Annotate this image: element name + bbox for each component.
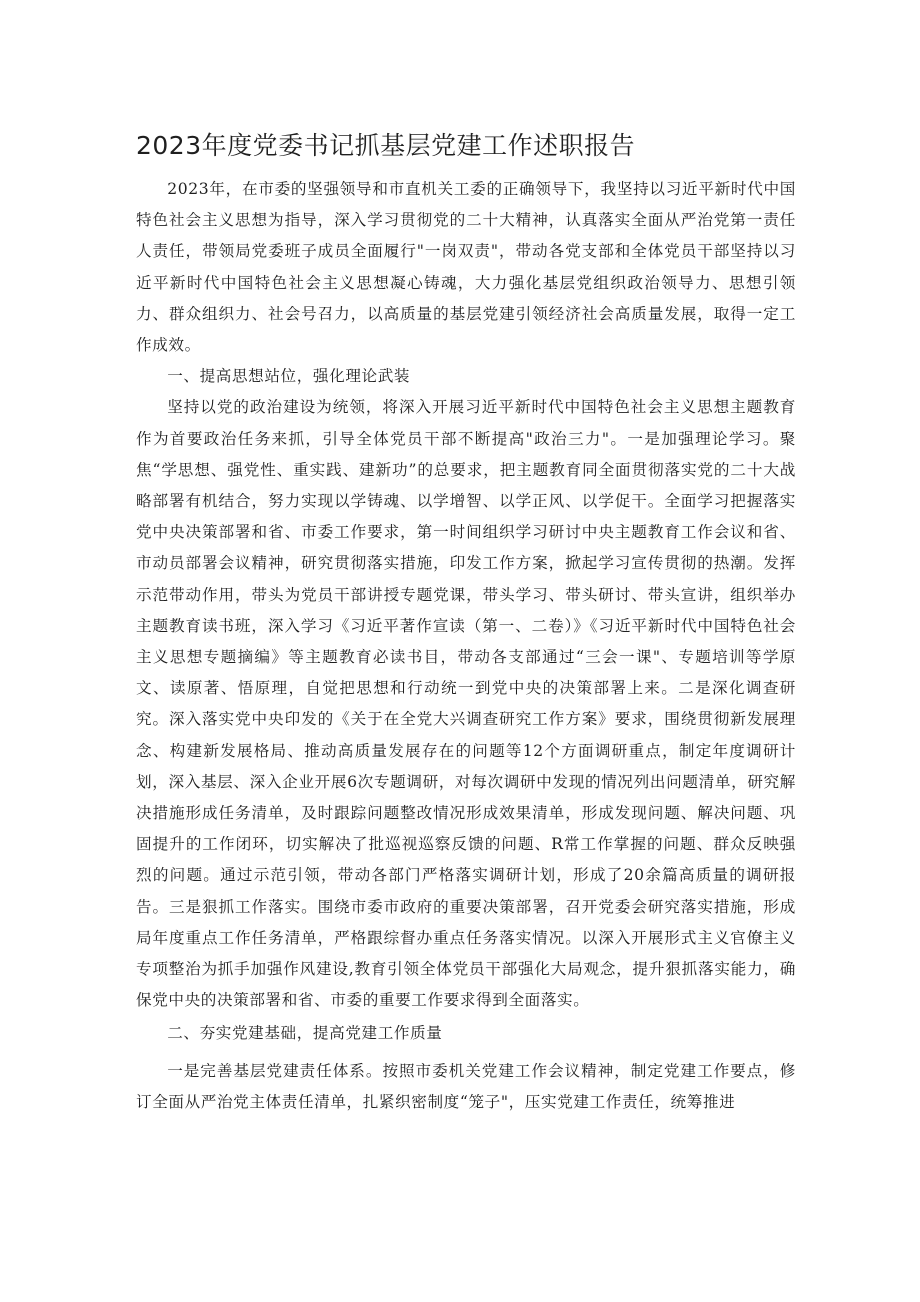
document-title: 2023年度党委书记抓基层党建工作述职报告 [136,131,636,160]
section-2-heading: 二、夯实党建基础，提高党建工作质量 [167,1024,443,1043]
section-2-paragraph [136,1056,796,1118]
section-1-text-b: 聚焦“学思想、强党性、重实践、建新功”的总要求，把主题教育同全面贯彻落实党的二十大战略部署有机结合，努力实现以学铸魂、以学增智、以学正风、以学促干。全面学习把握落实党中央决策部署和省、市委工作要求，第一时间组织学习研讨中央主题教育工作会议和省、市动员部署会议精神，研究贯彻落实措施，印发工作方案，掀起学习宣传贯彻的热潮。发挥示范带动作用，带头为党员干部讲授专题党课，带头学习、带头研讨、带头宣讲，组织举办主题教育读书班，深入学习《习近平著作宣读（第一、二卷）》《习近平新时代中国特色社会主义思想专题摘编》等主题教育必读书目，带动各支部通过“三会一课"、专题培训等学原文、读原著、悟原理，自觉把思想和行动统一到党中央的决策部署上来。 [136,429,796,698]
section-1-text-d: 围绕市委市政府的重要决策部署，召开党委会研究落实措施，形成局年度重点工作任务清单，严格跟综督办重点任务落实情况。以深入开展形式主义官僚主义专项整治为抓手加强作风建设,教育引领全体党员干部强化大局观念，提升狠抓落实能力，确保党中央的决策部署和省、市委的重要工作要求得到全面落实。 [136,897,796,1010]
section-1-text-a: 坚持以党的政治建设为统领，将深入开展习近平新时代中国特色社会主义思想主题教育作为首要政治任务来抓，引导全体党员干部不断提高"政治三力"。 [136,398,796,448]
section-1-paragraph [136,392,796,1016]
document-page [136,124,796,1118]
intro-paragraph: 2023年，在市委的坚强领导和市直机关工委的正确领导下，我坚持以习近平新时代中国特色社会主义思想为指导，深入学习贯彻党的二十大精神，认真落实全面从严治党第一责任人责任，带领局党委班子成员全面履行"一岗双责"，带动各党支部和全体党员干部坚持以习近平新时代中国特色社会主义思想凝心铸魂，大力强化基层党组织政治领导力、思想引领力、群众组织力、社会号召力，以高质量的基层党建引领经济社会高质量发展，取得一定工作成效。 [136,180,796,355]
section-2-text-a: 按照市委机关党建工作会议精神，制定党建工作要点，修订全面从严治党主体责任清单，扎紧织密制度“笼子"，压实党建工作责任，统筹推进 [136,1061,796,1111]
section-1-heading: 一、提高思想站位，强化理论武装 [167,367,411,386]
section-1-lead-2: 二是深化调查研究。 [136,679,797,729]
section-1-lead-1: 一是加强理论学习。 [627,429,780,448]
section-1-text-c: 深入落实党中央印发的《关于在全党大兴调查研究工作方案》要求，围绕贯彻新发展理念、构建新发展格局、推动高质量发展存在的问题等12个方面调研重点，制定年度调研计划，深入基层、深入企业开展6次专题调研，对每次调研中发现的情况列出问题清单，研究解决措施形成任务清单，及时跟踪问题整改情况形成效果清单，形成发现问题、解决问题、巩固提升的工作闭环，切实解决了批巡视巡察反馈的问题、R常工作掌握的问题、群众反映强烈的问题。通过示范引领，带动各部门严格落实调研计划，形成了20余篇高质量的调研报告。 [136,710,796,916]
section-2-lead-1: 一是完善基层党建责任体系。 [167,1061,383,1080]
section-1-lead-3: 三是狠抓工作落实。 [169,897,318,916]
